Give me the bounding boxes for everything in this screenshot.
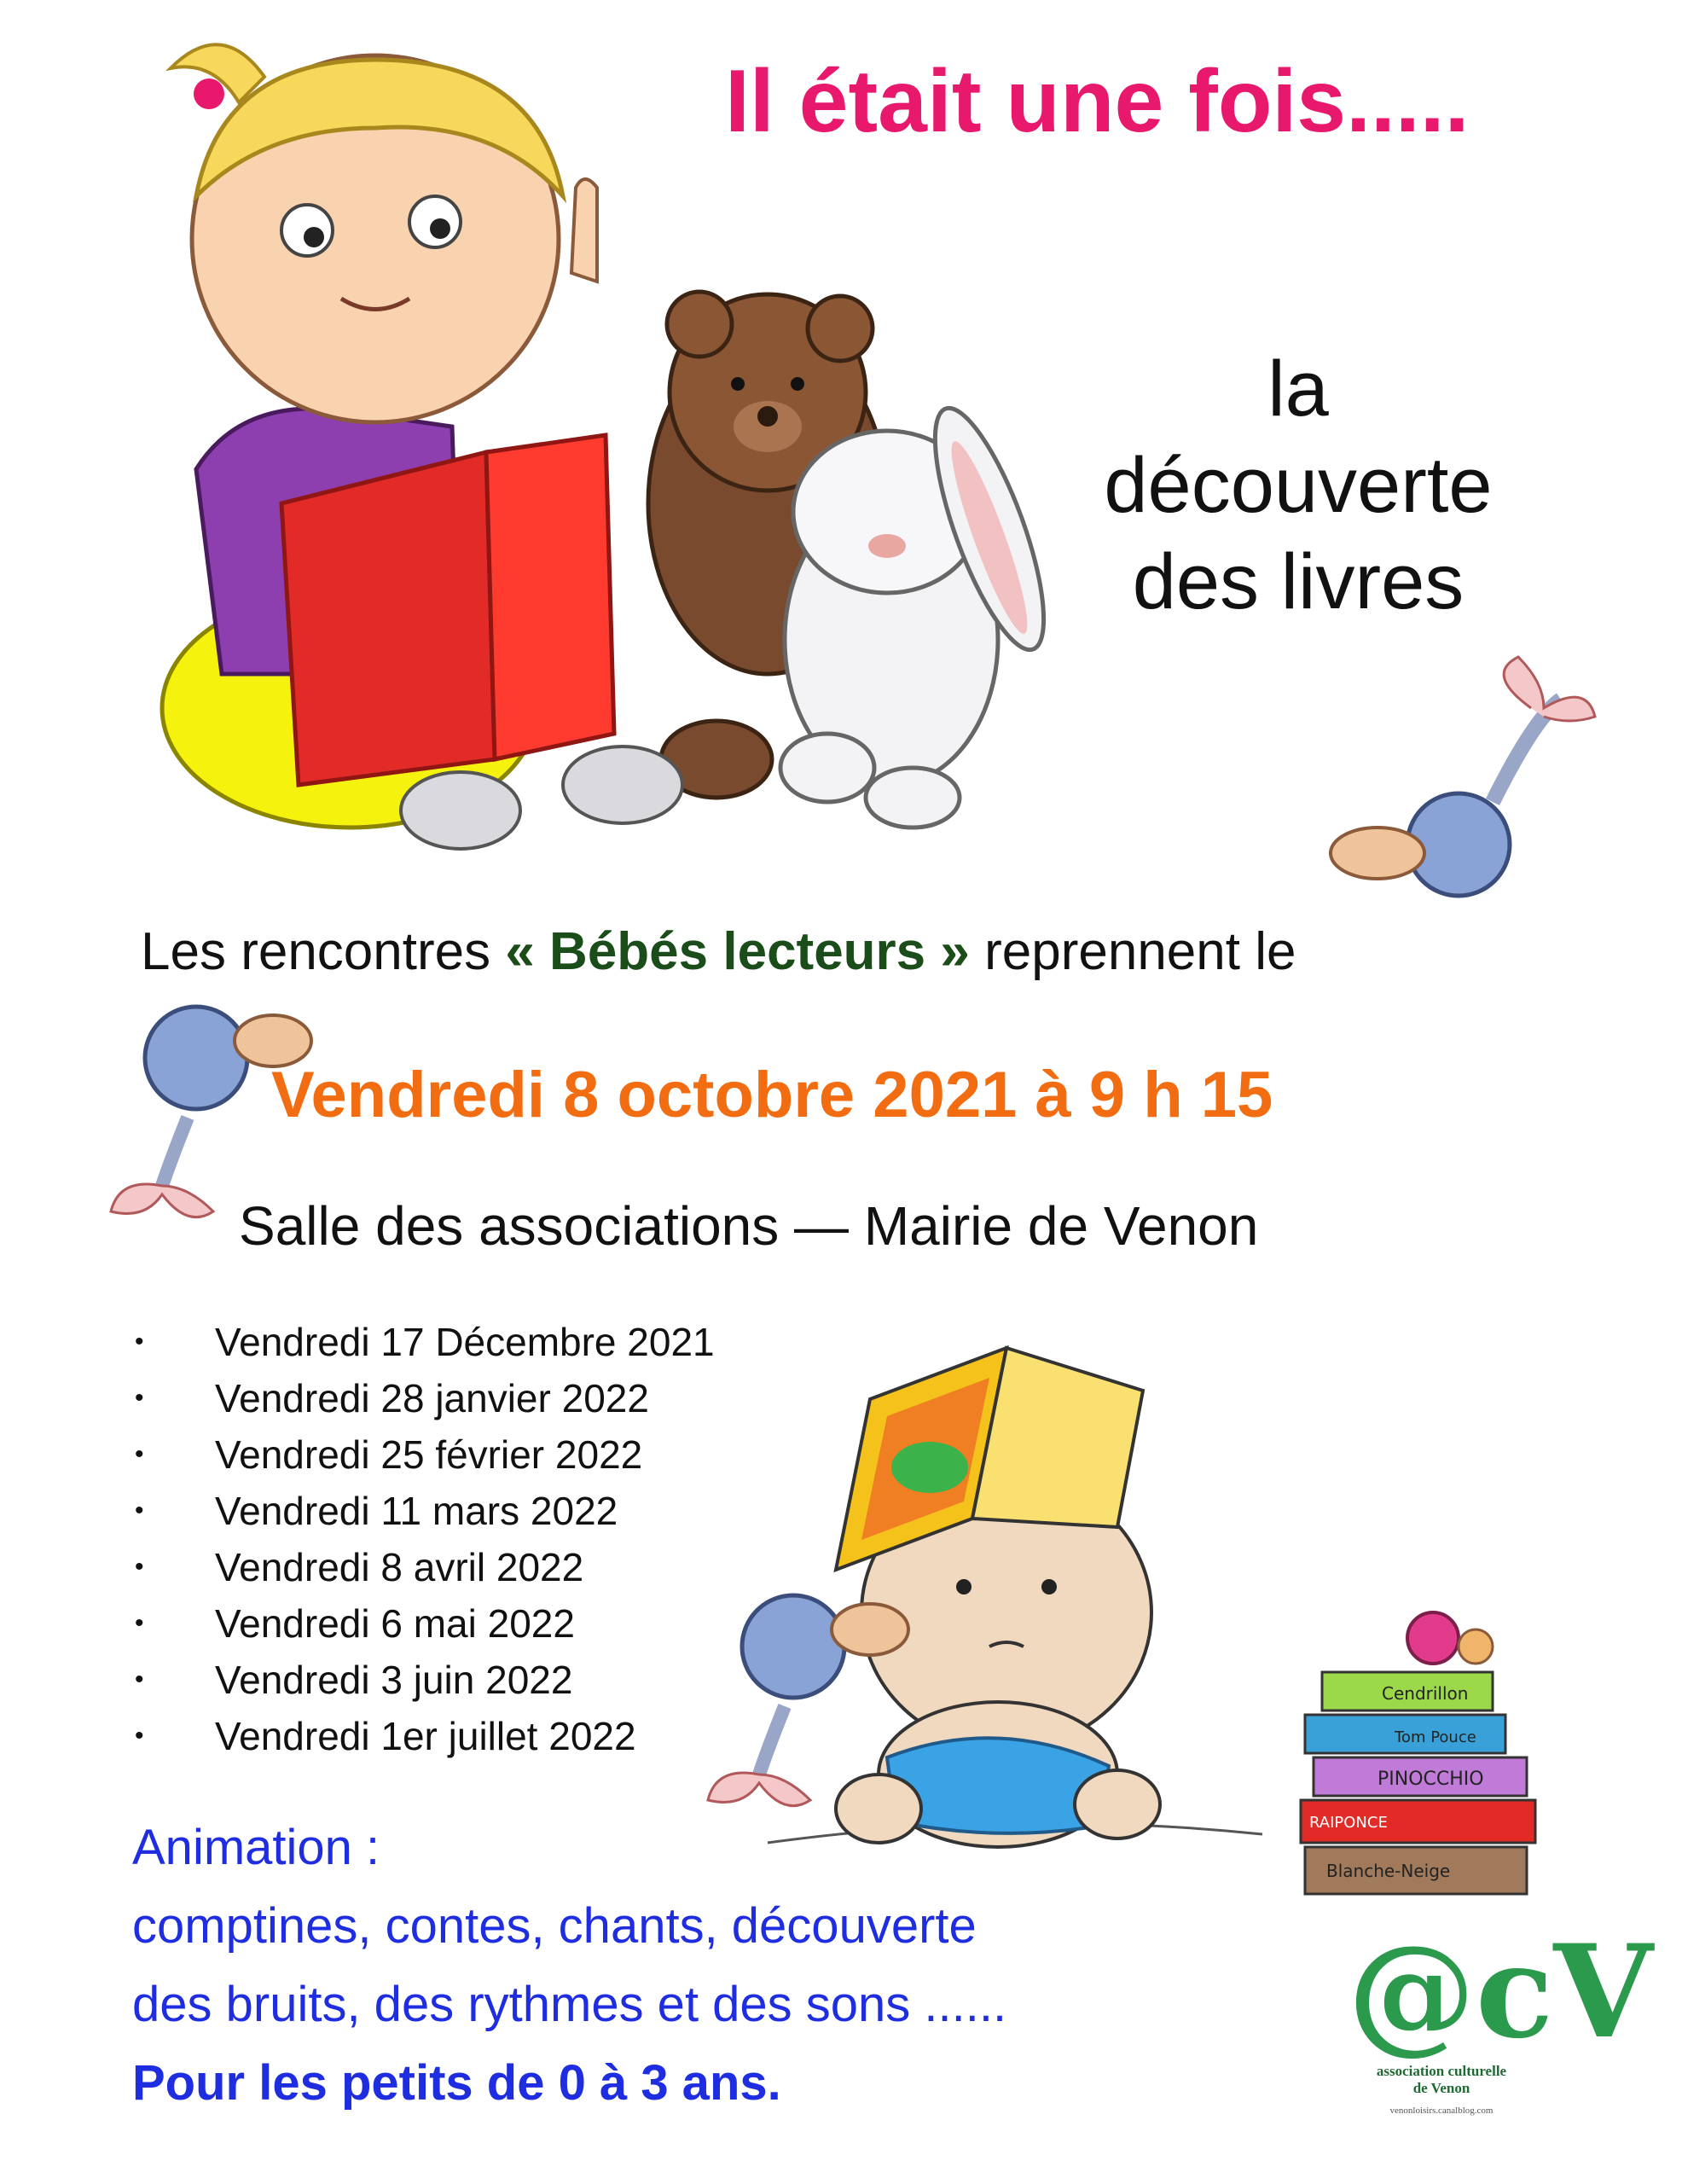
animation-line-2: des bruits, des rythmes et des sons ...... (132, 1977, 1007, 2032)
book-title: RAIPONCE (1309, 1814, 1388, 1832)
book-stack-icon (1288, 1604, 1544, 1911)
book-title: Tom Pouce (1395, 1728, 1476, 1746)
audience: Pour les petits de 0 à 3 ans. (132, 2055, 781, 2111)
book-title: PINOCCHIO (1378, 1769, 1484, 1790)
pacifier-icon (1314, 648, 1604, 921)
list-item: • Vendredi 3 juin 2022 (119, 1652, 715, 1708)
first-session-date: Vendredi 8 octobre 2021 à 9 h 15 (271, 1059, 1273, 1131)
announcement-highlight: « Bébés lecteurs » (505, 922, 970, 981)
logo-name (1348, 2063, 1535, 2097)
book-title: Cendrillon (1382, 1683, 1469, 1704)
animation-label: Animation : (132, 1820, 380, 1875)
animation-block (132, 1809, 1006, 2123)
list-item: • Vendredi 6 mai 2022 (119, 1595, 715, 1652)
session-dates-list (119, 1314, 715, 1764)
logo-name-line-1: association culturelle (1376, 2063, 1507, 2079)
bunny-icon (780, 397, 1065, 828)
list-item: • Vendredi 17 Décembre 2021 (119, 1314, 715, 1370)
subtitle-line-1: la (1267, 346, 1329, 433)
list-item: • Vendredi 8 avril 2022 (119, 1539, 715, 1595)
logo-name-line-2: de Venon (1412, 2080, 1470, 2096)
list-item: • Vendredi 11 mars 2022 (119, 1483, 715, 1539)
announcement-prefix: Les rencontres (141, 922, 506, 981)
subtitle (1059, 341, 1537, 630)
animation-line-1: comptines, contes, chants, découverte (132, 1898, 977, 1954)
subtitle-line-3: des livres (1132, 538, 1464, 625)
list-item: • Vendredi 28 janvier 2022 (119, 1370, 715, 1426)
girl-reading-illustration (94, 26, 1075, 879)
announcement-suffix: reprennent le (969, 922, 1296, 981)
list-item: • Vendredi 25 février 2022 (119, 1426, 715, 1483)
book-title: Blanche-Neige (1326, 1861, 1451, 1881)
announcement (141, 921, 1296, 982)
logo-mark: @cV (1348, 1917, 1653, 2067)
page-title: Il était une fois..... (725, 52, 1470, 151)
list-item: • Vendredi 1er juillet 2022 (119, 1708, 715, 1764)
subtitle-line-2: découverte (1104, 442, 1493, 529)
pacifier-icon (699, 1570, 921, 1826)
venue: Salle des associations — Mairie de Venon (239, 1195, 1259, 1257)
girl-icon (162, 44, 682, 849)
logo-url: venonloisirs.canalblog.com (1389, 2106, 1494, 2116)
